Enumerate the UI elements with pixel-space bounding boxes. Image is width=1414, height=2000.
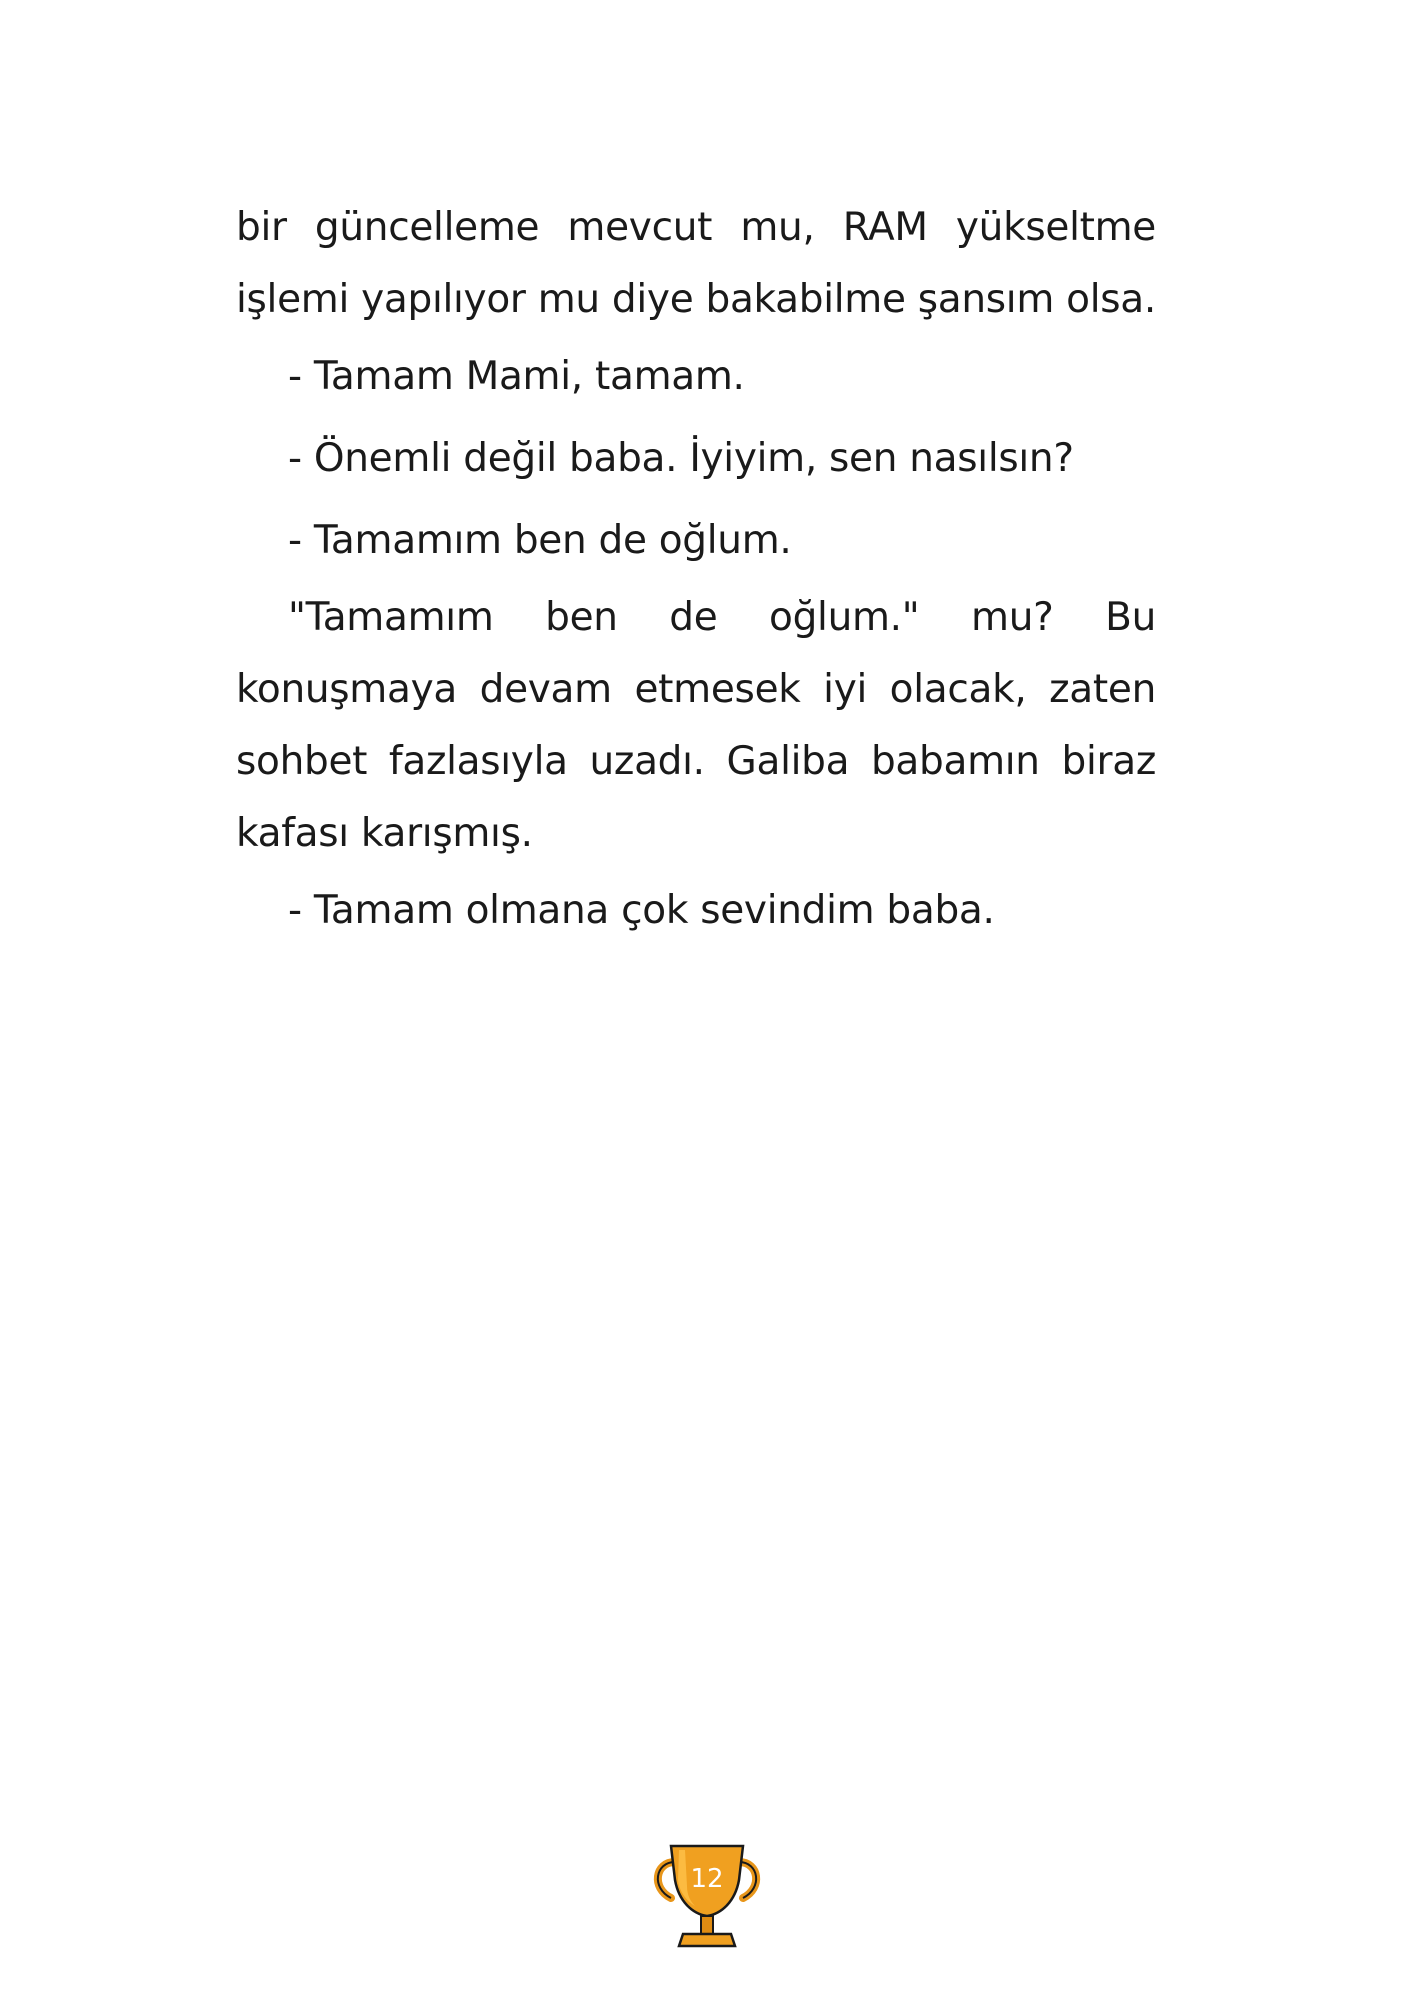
paragraph-narration: "Tamamım ben de oğlum." mu? Bu konuşmaya devam etmesek iyi olacak, zaten sohbet fazlasıyla uzadı. Galiba babamın biraz kafası karışmış. [236, 595, 1156, 856]
page-body [236, 192, 1156, 952]
dialogue-line: - Tamamım ben de oğlum. [288, 518, 792, 563]
dialogue-line: - Önemli değil baba. İyiyim, sen nasılsın? [288, 436, 1074, 481]
dialogue-line: - Tamam Mami, tamam. [288, 354, 745, 399]
dialogue-line: - Tamam olmana çok sevindim baba. [288, 888, 995, 933]
trophy-icon [645, 1836, 769, 1960]
page-number: 12 [690, 1864, 724, 1894]
paragraph-continuation: bir güncelleme mevcut mu, RAM yükseltme işlemi yapılıyor mu diye bakabilme şansım olsa. [236, 205, 1156, 322]
page-number-badge [645, 1836, 769, 1960]
